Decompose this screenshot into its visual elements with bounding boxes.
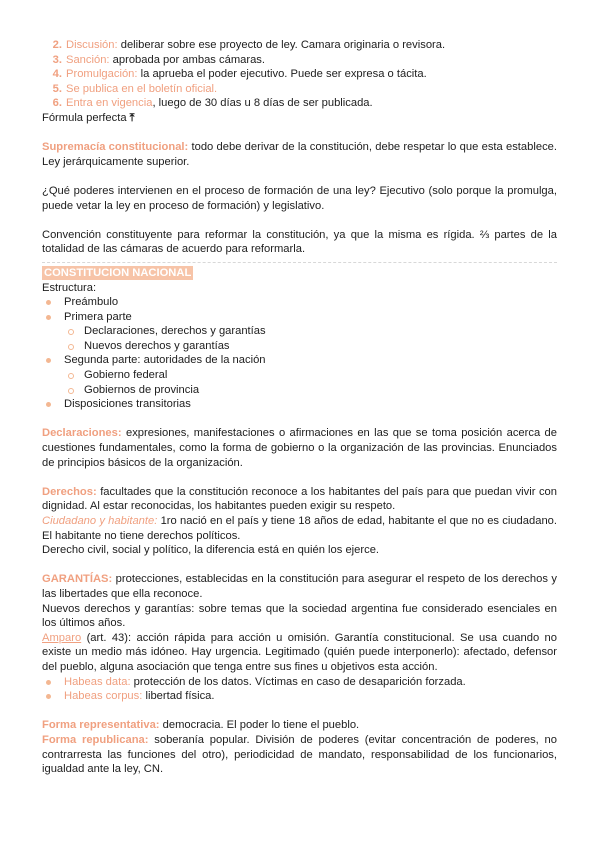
list-item: Gobiernos de provincia bbox=[42, 383, 557, 398]
list-item: Gobierno federal bbox=[42, 368, 557, 383]
formula-line bbox=[42, 111, 557, 126]
list-item bbox=[42, 67, 557, 82]
list-item: Primera parte bbox=[42, 310, 557, 325]
term-label: GARANTÍAS: bbox=[42, 573, 113, 586]
article-ref: (art. 43) bbox=[81, 631, 129, 644]
document-page bbox=[42, 38, 557, 777]
circle-bullet-icon bbox=[68, 329, 74, 335]
term-text: 1ro nació en el país y tiene 18 años de edad, habitante el que no es ciudadano. El habitante no tiene derechos políticos. bbox=[42, 515, 557, 542]
habeas-list bbox=[42, 675, 557, 704]
step-label: Discusión: bbox=[66, 39, 118, 51]
bullet-icon bbox=[46, 300, 51, 305]
amparo-paragraph bbox=[42, 631, 557, 675]
term-text: : acción rápida para acción u omisión. Garantía constitucional. Se usa cuando no existe un medio más idóneo. Hay urgencia. Legitimado (quién puede interponerlo): afectado, defensor del pueblo, alguna asociación que tenga entre sus fines u objetivos esta acción. bbox=[42, 631, 557, 673]
list-item: Habeas corpus: libertad física. bbox=[42, 689, 557, 704]
ciudadano-paragraph bbox=[42, 514, 557, 543]
step-text: la aprueba el poder ejecutivo. Puede ser expresa o tácita. bbox=[137, 68, 427, 81]
convencion-paragraph: Convención constituyente para reformar la constitución, ya que la misma es rígida. ⅔ partes de la totalidad de las cámaras de acuerdo para reformarla. bbox=[42, 228, 557, 256]
term-text: soberanía popular. División de poderes (evitar concentración de poderes, no contrarresta las funciones del otro), periodicidad de mandato, responsabilidad de los funcionarios, igualdad ante la ley, CN. bbox=[42, 733, 557, 776]
term-label: Derechos: bbox=[42, 485, 97, 498]
section-divider bbox=[42, 262, 557, 263]
section-title-line bbox=[42, 266, 557, 281]
bullet-icon bbox=[46, 680, 51, 685]
step-number: 4. bbox=[52, 68, 62, 81]
forma-republicana-paragraph bbox=[42, 733, 557, 777]
term-text: expresiones, manifestaciones o afirmaciones en las que se toma posición acerca de cuestiones fundamentales, como la forma de gobierno o la organización de las provincias. Enunciados de principios básicos de la organización. bbox=[42, 427, 557, 469]
term-label: Forma republicana: bbox=[42, 733, 149, 746]
up-arrow-icon: ⤒ bbox=[129, 111, 135, 124]
list-item: Preámbulo bbox=[42, 295, 557, 310]
term-label: Supremacía constitucional: bbox=[42, 141, 189, 154]
garantias-paragraph bbox=[42, 572, 557, 601]
derecho-civil-paragraph: Derecho civil, social y político, la diferencia está en quién los ejerce. bbox=[42, 544, 380, 557]
step-text: , luego de 30 días u 8 días de ser publicada. bbox=[152, 97, 373, 110]
declaraciones-paragraph bbox=[42, 426, 557, 470]
list-item bbox=[42, 82, 557, 97]
step-text: deliberar sobre ese proyecto de ley. Camara originaria o revisora. bbox=[117, 39, 446, 51]
term-text: todo debe derivar de la constitución, debe respetar lo que esta establece. Ley jerárquicamente superior. bbox=[42, 141, 557, 168]
list-item bbox=[42, 38, 557, 53]
circle-bullet-icon bbox=[68, 373, 74, 379]
derechos-paragraph bbox=[42, 485, 557, 514]
step-number: 2. bbox=[52, 39, 62, 51]
step-label: Entra en vigencia bbox=[66, 97, 153, 110]
question-paragraph: ¿Qué poderes intervienen en el proceso de formación de una ley? Ejecutivo (solo porque la promulga, puede vetar la ley en proceso de formación) y legislativo. bbox=[42, 184, 557, 212]
section-title: CONSTITUCION NACIONAL bbox=[44, 266, 192, 279]
formula-text: Fórmula perfecta bbox=[42, 111, 127, 124]
list-item: Disposiciones transitorias bbox=[42, 397, 557, 412]
term-text: facultades que la constitución reconoce a los habitantes del país para que puedan vivir con dignidad. Al estar reconocidas, los habitantes pueden exigir su respeto. bbox=[42, 485, 557, 513]
term-label: Forma representativa: bbox=[42, 719, 160, 732]
step-label: Promulgación: bbox=[66, 68, 138, 81]
list-item: Segunda parte: autoridades de la nación bbox=[42, 353, 557, 368]
term-label: Declaraciones: bbox=[42, 427, 122, 440]
bullet-icon bbox=[46, 694, 51, 699]
bullet-icon bbox=[46, 358, 51, 363]
circle-bullet-icon bbox=[68, 344, 74, 350]
estructura-list bbox=[42, 295, 557, 412]
list-item: Habeas data: protección de los datos. Víctimas en caso de desaparición forzada. bbox=[42, 675, 557, 690]
step-label: Se publica en el boletín oficial. bbox=[66, 82, 218, 95]
bullet-icon bbox=[46, 402, 51, 407]
step-number: 5. bbox=[52, 82, 62, 95]
estructura-label: Estructura: bbox=[42, 281, 97, 294]
step-label: Sanción: bbox=[66, 53, 110, 66]
list-item: Nuevos derechos y garantías bbox=[42, 339, 557, 354]
term-label: Ciudadano y habitante: bbox=[42, 515, 158, 527]
law-steps-list bbox=[42, 38, 557, 111]
list-item bbox=[42, 96, 557, 111]
step-text: aprobada por ambas cámaras. bbox=[109, 53, 266, 66]
step-number: 3. bbox=[52, 53, 62, 66]
list-item bbox=[42, 53, 557, 68]
forma-representativa-paragraph bbox=[42, 718, 557, 733]
circle-bullet-icon bbox=[68, 388, 74, 394]
term-text: protecciones, establecidas en la constitución para asegurar el respeto de los derechos y las libertades que ella reconoce. bbox=[42, 573, 557, 600]
step-number: 6. bbox=[52, 97, 62, 110]
term-text: democracia. El poder lo tiene el pueblo. bbox=[159, 719, 360, 732]
list-item: Declaraciones, derechos y garantías bbox=[42, 324, 557, 339]
bullet-icon bbox=[46, 315, 51, 320]
nuevos-paragraph: Nuevos derechos y garantías: sobre temas que la sociedad argentina fue considerado esenciales en los últimos años. bbox=[42, 602, 557, 630]
term-label: Amparo bbox=[42, 631, 82, 644]
supremacia-paragraph bbox=[42, 140, 557, 169]
